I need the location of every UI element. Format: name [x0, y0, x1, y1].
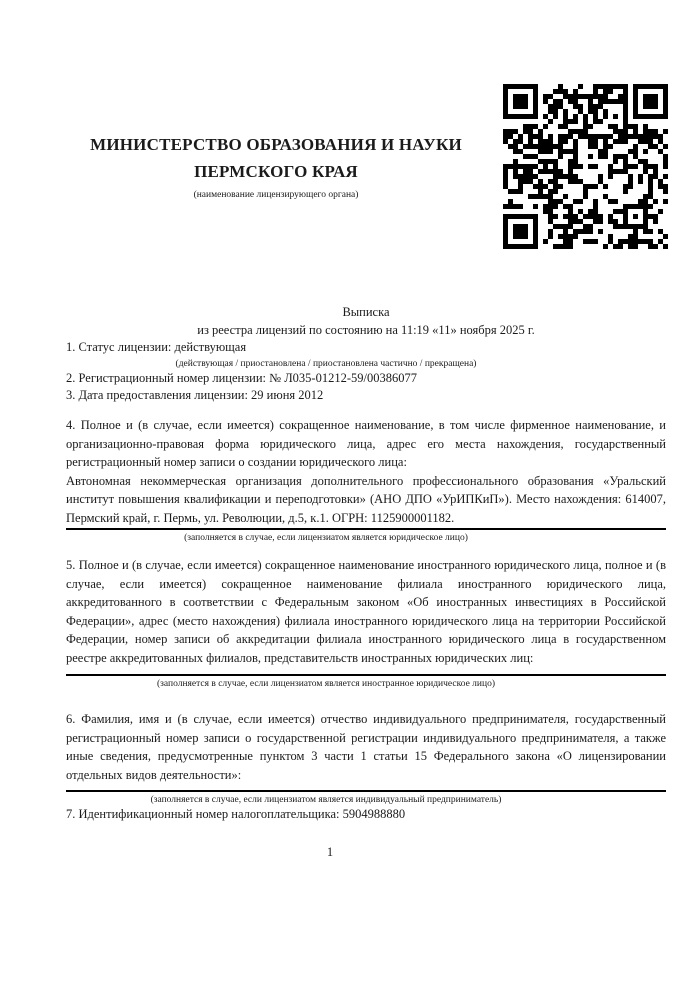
individual-entrepreneur-prompt: 6. Фамилия, имя и (в случае, если имеется) отчество индивидуального предпринимателя, государственный регистрационный номер записи о государственной регистрации индивидуального предпринимателя, а также иные сведения, предусмотренные пунктом 3 части 1 статьи 15 Федерального закона «О лицензировании отдельных видов деятельности»:: [66, 712, 666, 782]
foreign-entity-section: [66, 556, 666, 690]
license-status-options-caption: (действующая / приостановлена / приостановлена частично / прекращена): [175, 359, 477, 369]
legal-entity-caption: (заполняется в случае, если лицензиатом является юридическое лицо): [184, 533, 468, 543]
license-grant-date-line: 3. Дата предоставления лицензии: 29 июня 2012: [66, 388, 324, 402]
foreign-entity-caption: (заполняется в случае, если лицензиатом является иностранное юридическое лицо): [157, 679, 495, 689]
title-subtitle-line: из реестра лицензий по состоянию на 11:19 «11» ноября 2025 г.: [197, 322, 535, 337]
individual-entrepreneur-section: [66, 710, 666, 806]
org-name-line2: ПЕРМСКОГО КРАЯ: [194, 162, 358, 181]
document-body: [66, 304, 666, 862]
page-number: 1: [326, 845, 334, 859]
licensing-authority-header: [66, 131, 486, 201]
fill-in-line: [66, 674, 666, 676]
fill-in-line: [66, 528, 666, 530]
license-status-line: 1. Статус лицензии: действующая: [66, 340, 247, 354]
document-title: [66, 304, 666, 339]
license-registration-number-line: 2. Регистрационный номер лицензии: № Л035-01212-59/00386077: [66, 371, 417, 385]
org-name-line1: МИНИСТЕРСТВО ОБРАЗОВАНИЯ И НАУКИ: [90, 135, 462, 154]
legal-entity-value: Автономная некоммерческая организация дополнительного профессионального образования «Уральский институт повышения квалификации и переподготовки» (АНО ДПО «УрИПКиП»). Место нахождения: 614007, Пермский край, г. Пермь, ул. Революции, д.5, к.1. ОГРН: 1125900001182.: [66, 473, 666, 525]
individual-entrepreneur-caption: (заполняется в случае, если лицензиатом является индивидуальный предприниматель): [150, 795, 502, 805]
title-line: Выписка: [342, 305, 390, 319]
org-name-caption: (наименование лицензирующего органа): [193, 190, 359, 200]
foreign-entity-prompt: 5. Полное и (в случае, если имеется) сокращенное наименование иностранного юридического лица, полное и (в случае, если имеется) сокращенное наименование филиала иностранного юридического лица, аккредитованного в соответствии с Федеральным законом «Об иностранных инвестициях в Российской Федерации», адрес (место нахождения) филиала иностранного юридического лица на территории Российской Федерации, номер записи об аккредитации филиала иностранного юридического лица в государственном реестре аккредитованных филиалов, представительств иностранных юридических лиц:: [66, 558, 666, 665]
qr-code-icon: [503, 84, 668, 249]
legal-entity-prompt: 4. Полное и (в случае, если имеется) сокращенное наименование, в том числе фирменное наименование, и организационно-правовая форма юридического лица, адрес его места нахождения, государственный регистрационный номер записи о создании юридического лица:: [66, 418, 666, 469]
fill-in-line: [66, 790, 666, 792]
legal-entity-section: [66, 416, 666, 544]
taxpayer-id-line: 7. Идентификационный номер налогоплательщика: 5904988880: [66, 807, 406, 821]
